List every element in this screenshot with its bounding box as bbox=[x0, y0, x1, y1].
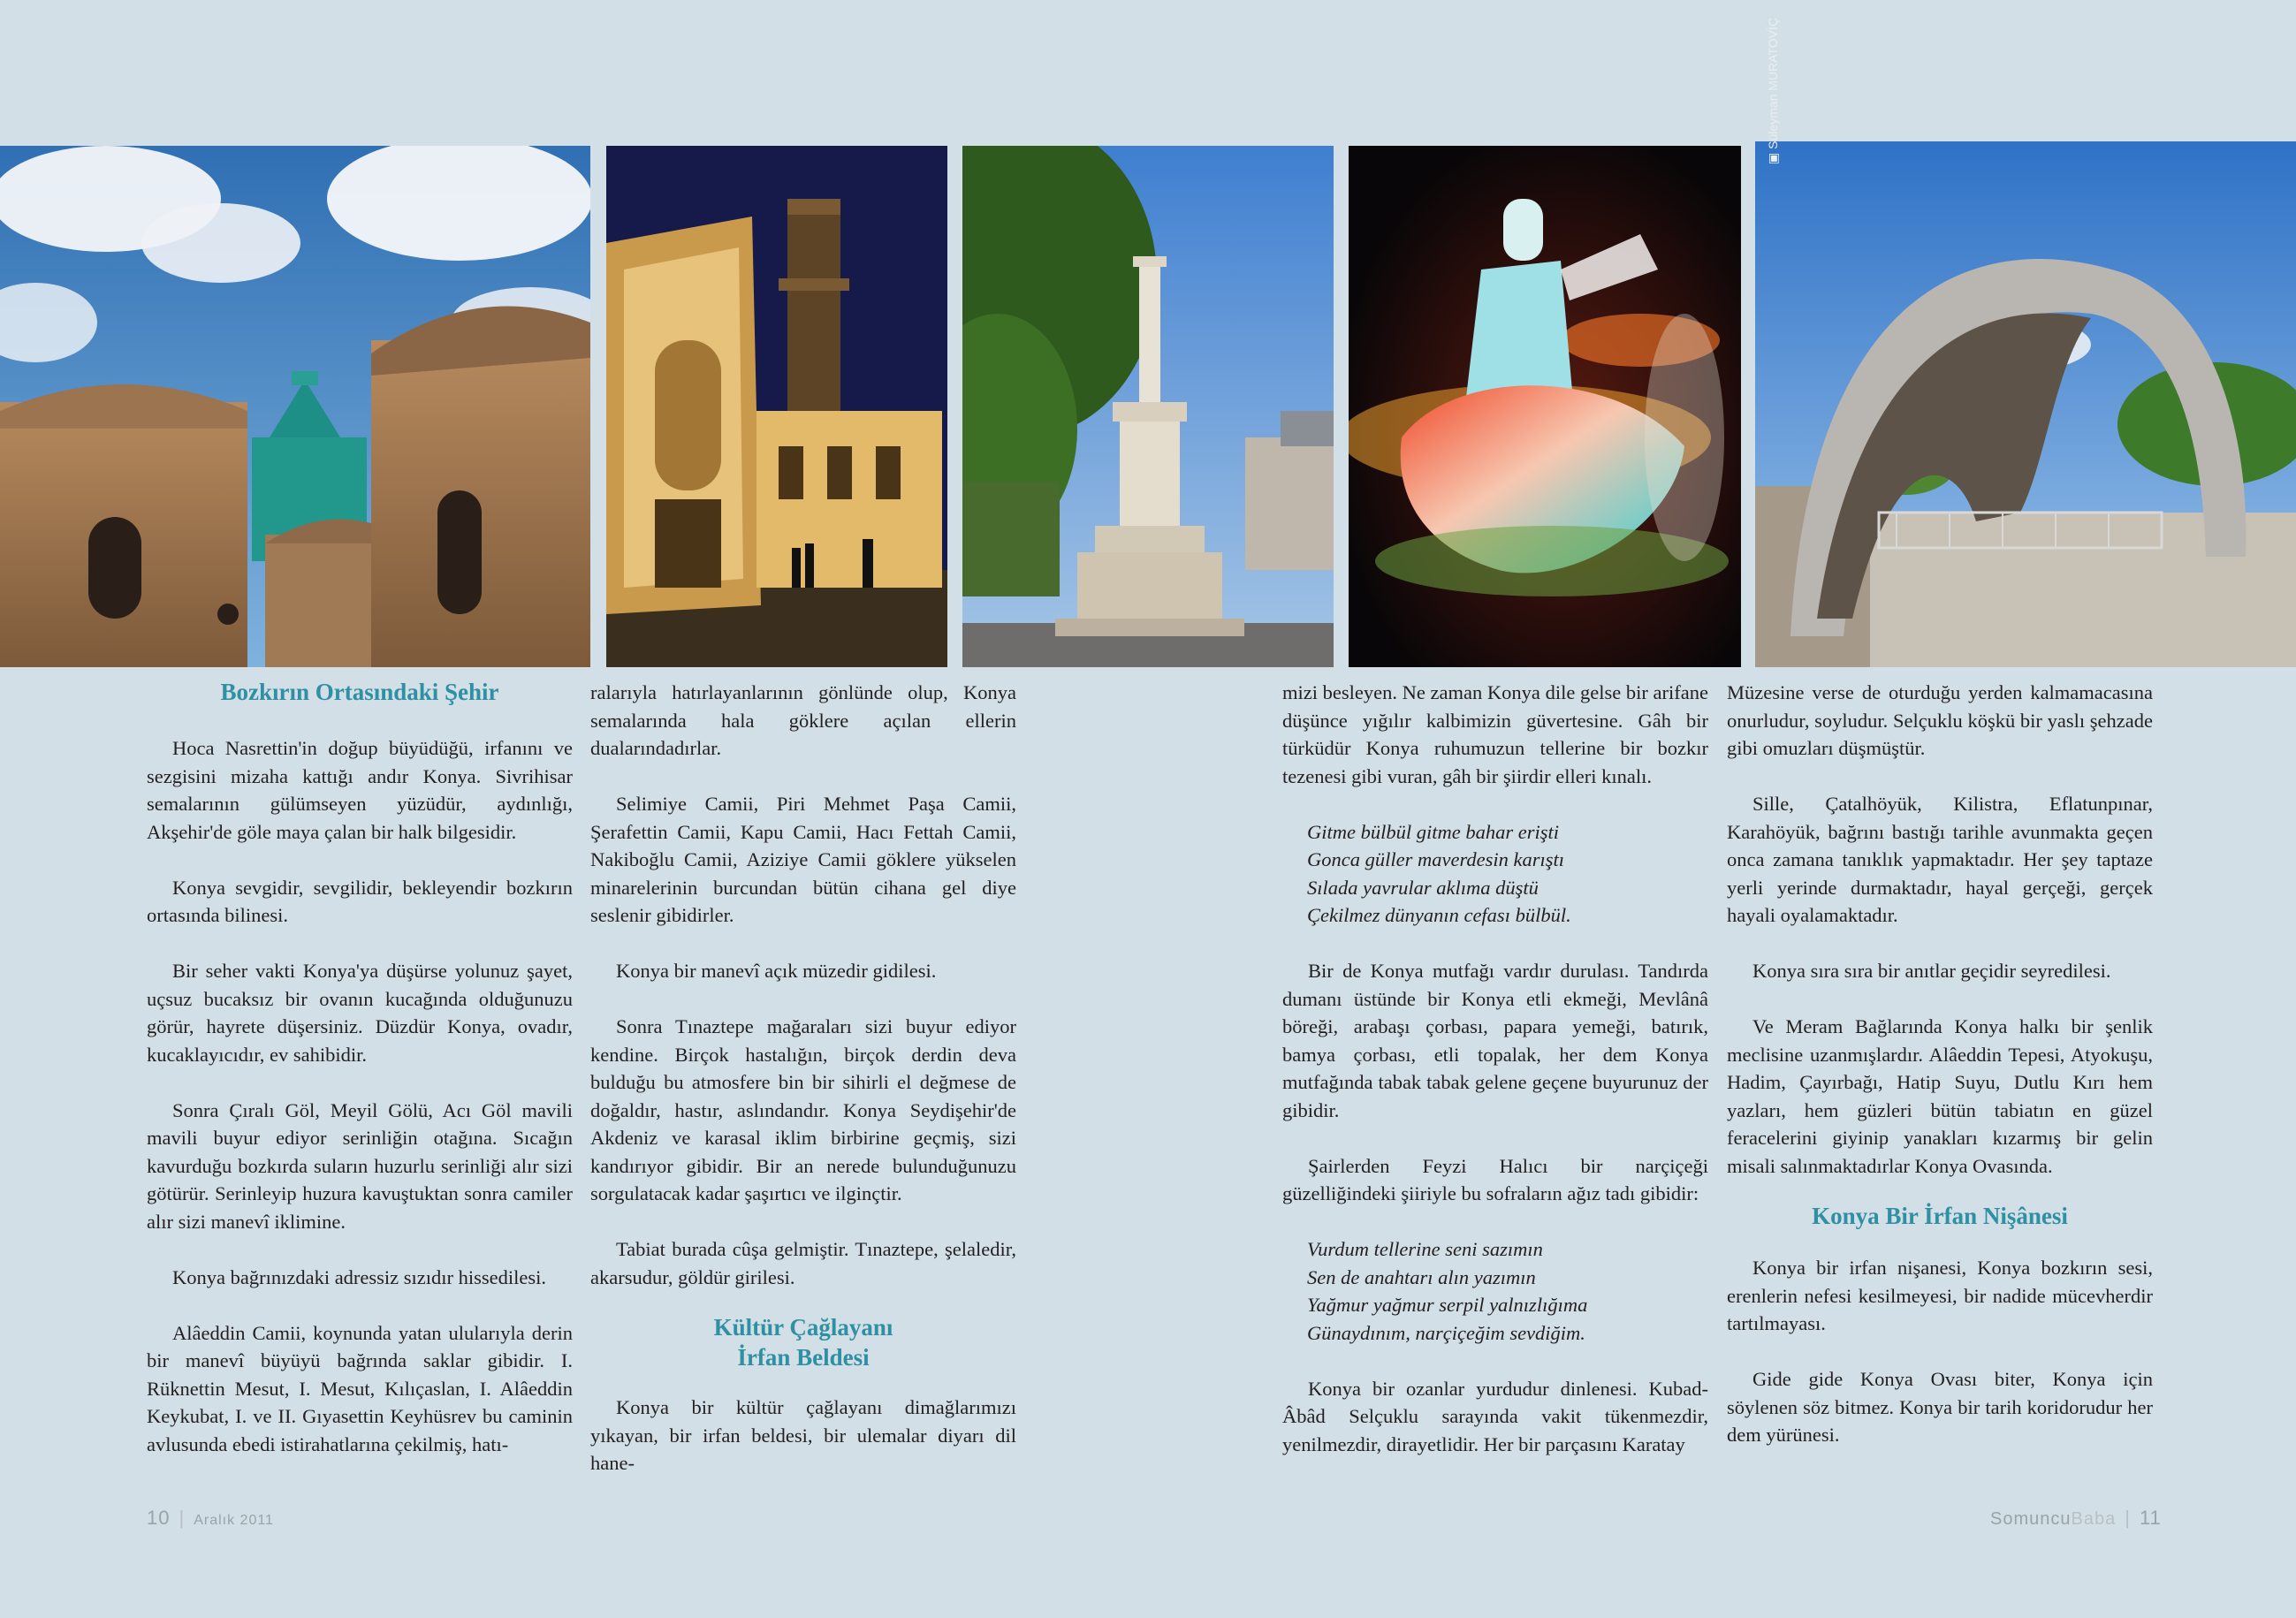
heading-line: Kültür Çağlayanı bbox=[713, 1314, 893, 1341]
paragraph: Alâeddin Camii, koynunda yatan ulularıyla derin bir manevî büyüyü bağrında saklar gibidir. I. Rüknettin Mesut, I. Mesut, Kılıçaslan, I. Alâeddin Keykubat, I. ve II. Gıyasettin Keyhüsrev bu caminin avlusunda ebedi istirahatlarına çekilmiş, hatı- bbox=[147, 1321, 573, 1455]
poem-line: Sılada yavrular aklıma düştü bbox=[1307, 876, 1539, 899]
page-number: 10 bbox=[147, 1507, 171, 1529]
monument-column-photo bbox=[962, 146, 1334, 667]
paragraph: Konya bir ozanlar yurdudur dinlenesi. Kubad-Âbâd Selçuklu sarayında vakit tükenmezdir, yenilmezdir, dirayetlidir. Her bir parçasını Karatay bbox=[1282, 1377, 1708, 1455]
paragraph: Konya sevgidir, sevgilidir, bekleyendir bozkırın ortasında bilinesi. bbox=[147, 876, 573, 926]
paragraph: mizi besleyen. Ne zaman Konya dile gelse bir arifane düşünce yığılır kalbimizin güvertesine. Gâh bir türküdür Konya ruhumuzun tellerine bir bozkır tezenesi gibi vuran, gâh bir şiirdir elleri kınalı. bbox=[1282, 681, 1708, 787]
camera-icon: ▣ bbox=[1766, 152, 1780, 164]
paragraph: Sille, Çatalhöyük, Kilistra, Eflatunpınar, Karahöyük, bağrını bastığı tarihle avunmakta geçen onca zamana tanıklık yapmaktadır. Her şey taptaze yerli yerinde durmaktadır, hayal gerçeği, gerçek hayali oyalamaktadır. bbox=[1727, 793, 2153, 926]
paragraph: Müzesine verse de oturduğu yerden kalmamacasına onurludur, soyludur. Selçuklu köşkü bir yaslı şehzade gibi omuzları düşmüştür. bbox=[1727, 681, 2153, 759]
paragraph: Gide gide Konya Ovası biter, Konya için söylenen söz bitmez. Konya bir tarih koridorudur her dem yürünesi. bbox=[1727, 1368, 2153, 1446]
poem-stanza bbox=[1307, 818, 1708, 930]
brand-name-part: Somuncu bbox=[1990, 1509, 2072, 1529]
poem-stanza bbox=[1307, 1235, 1708, 1347]
page-number: 11 bbox=[2139, 1507, 2162, 1529]
column-4 bbox=[1727, 679, 2153, 1449]
poem-line: Gitme bülbül gitme bahar erişti bbox=[1307, 820, 1559, 843]
paragraph: ralarıyla hatırlayanlarının gönlünde olup, Konya semalarında hala göklere açılan ellerin dualarındadırlar. bbox=[590, 681, 1016, 759]
right-folio: SomuncuBaba | 11 bbox=[1990, 1507, 2162, 1529]
heading-line: İrfan Beldesi bbox=[737, 1344, 870, 1371]
paragraph: Sonra Tınaztepe mağaraları sizi buyur ediyor kendine. Birçok hastalığın, birçok derdin deva bulduğu bu atmosfere bin bir sihirli el değmese de doğaldır, hastır, aslındandır. Konya Seydişehir'de Akdeniz ve karasal iklim birbirine geçmiş, sizi kandırıyor gibidir. Bir an nerede bulunduğunuzu sorgulatacak kadar şaşırtıcı ve ilginçtir. bbox=[590, 1015, 1016, 1204]
paragraph: Konya bağrınızdaki adressiz sızıdır hissedilesi. bbox=[172, 1265, 547, 1288]
paragraph: Selimiye Camii, Piri Mehmet Paşa Camii, Şerafettin Camii, Kapu Camii, Hacı Fettah Camii, Nakiboğlu Camii, Aziziye Camii göklere yükselen minarelerinin burcundan bütün cihana gel diye seslenir gibidirler. bbox=[590, 793, 1016, 926]
paragraph: Hoca Nasrettin'in doğup büyüdüğü, irfanını ve sezgisini mizaha kattığı andır Konya. Sivrihisar semalarının gülümseyen yüzüdür, aydınlığı, Akşehir'de göle maya çalan bir halk bilgesidir. bbox=[147, 737, 573, 843]
section-heading-bozkir: Bozkırın Ortasındaki Şehir bbox=[220, 679, 499, 705]
ince-minareli-mosque-photo bbox=[606, 146, 947, 667]
paragraph: Konya sıra sıra bir anıtlar geçidir seyredilesi. bbox=[1752, 960, 2111, 982]
paragraph: Bir de Konya mutfağı vardır durulası. Tandırda dumanı üstünde bir Konya etli ekmeği, Mevlânâ böreği, arabaşı çorbası, papara yemeği, batırık, bamya çorbası, etli topalak, her dem Konya mutfağında tabak tabak gelene geçene buyurunuz der gibidir. bbox=[1282, 960, 1708, 1121]
paragraph: Ve Meram Bağlarında Konya halkı bir şenlik meclisine uzanmışlardır. Alâeddin Tepesi, Atyokuşu, Hadim, Çayırbağı, Hatip Suyu, Dutlu Kırı hem yazları, hem güzleri bütün tabiatın en güzel feracelerini giyinip yanakları kızarmış bir gelin misali salınmaktadırlar Konya Ovasında. bbox=[1727, 1015, 2153, 1177]
column-2 bbox=[590, 679, 1016, 1477]
paragraph: Konya bir kültür çağlayanı dimağlarımızı yıkayan, bir irfan beldesi, bir ulemalar diyarı dil hane- bbox=[590, 1396, 1016, 1474]
poem-line: Gonca güller maverdesin karıştı bbox=[1307, 848, 1564, 870]
poem-line: Günaydınım, narçiçeğim sevdiğim. bbox=[1307, 1321, 1585, 1344]
column-1 bbox=[147, 677, 573, 1458]
arch-monument-photo bbox=[1755, 141, 2296, 667]
issue-date: Aralık 2011 bbox=[194, 1513, 274, 1528]
section-heading-irfan-nisanesi: Konya Bir İrfan Nişânesi bbox=[1812, 1203, 2068, 1229]
mevlana-domes-photo bbox=[0, 146, 590, 667]
photo-credit: ▣ Süleyman MURATOVİÇ bbox=[1766, 18, 1780, 164]
paragraph: Konya bir manevî açık müzedir gidilesi. bbox=[616, 960, 937, 982]
column-3 bbox=[1282, 679, 1708, 1458]
poem-line: Çekilmez dünyanın cefası bülbül. bbox=[1307, 904, 1571, 926]
paragraph: Konya bir irfan nişanesi, Konya bozkırın sesi, erenlerin nefesi kesilmeyesi, bir nadide mücevherdir tartılmayası. bbox=[1727, 1257, 2153, 1334]
brand-name-part: Baba bbox=[2071, 1509, 2117, 1529]
section-heading-kultur bbox=[590, 1312, 1016, 1372]
poem-line: Vurdum tellerine seni sazımın bbox=[1307, 1238, 1543, 1260]
paragraph: Tabiat burada cûşa gelmiştir. Tınaztepe, şelaledir, akarsudur, göldür girilesi. bbox=[590, 1238, 1016, 1288]
left-folio: 10 | Aralık 2011 bbox=[147, 1507, 274, 1529]
paragraph: Bir seher vakti Konya'ya düşürse yolunuz şayet, uçsuz bucaksız bir ovanın kucağında olduğunuzu görür, hayrete düşersiniz. Düzdür Konya, ovadır, kucaklayıcıdır, ev sahibidir. bbox=[147, 960, 573, 1066]
poem-line: Yağmur yağmur serpil yalnızlığıma bbox=[1307, 1294, 1588, 1316]
whirling-dervish-photo bbox=[1349, 146, 1741, 667]
paragraph: Şairlerden Feyzi Halıcı bir narçiçeği güzelliğindeki şiiriyle bu sofraların ağız tadı gibidir: bbox=[1282, 1154, 1708, 1204]
paragraph: Sonra Çıralı Göl, Meyil Gölü, Acı Göl mavili mavili buyur ediyor serinliğin otağına. Sıcağın kavurduğu bozkırda suların huzurlu serinliği alır sizi götürür. Serinleyip huzura kavuştuktan sonra camiler alır sizi manevî iklimine. bbox=[147, 1098, 573, 1233]
poem-line: Sen de anahtarı alın yazımın bbox=[1307, 1265, 1536, 1288]
